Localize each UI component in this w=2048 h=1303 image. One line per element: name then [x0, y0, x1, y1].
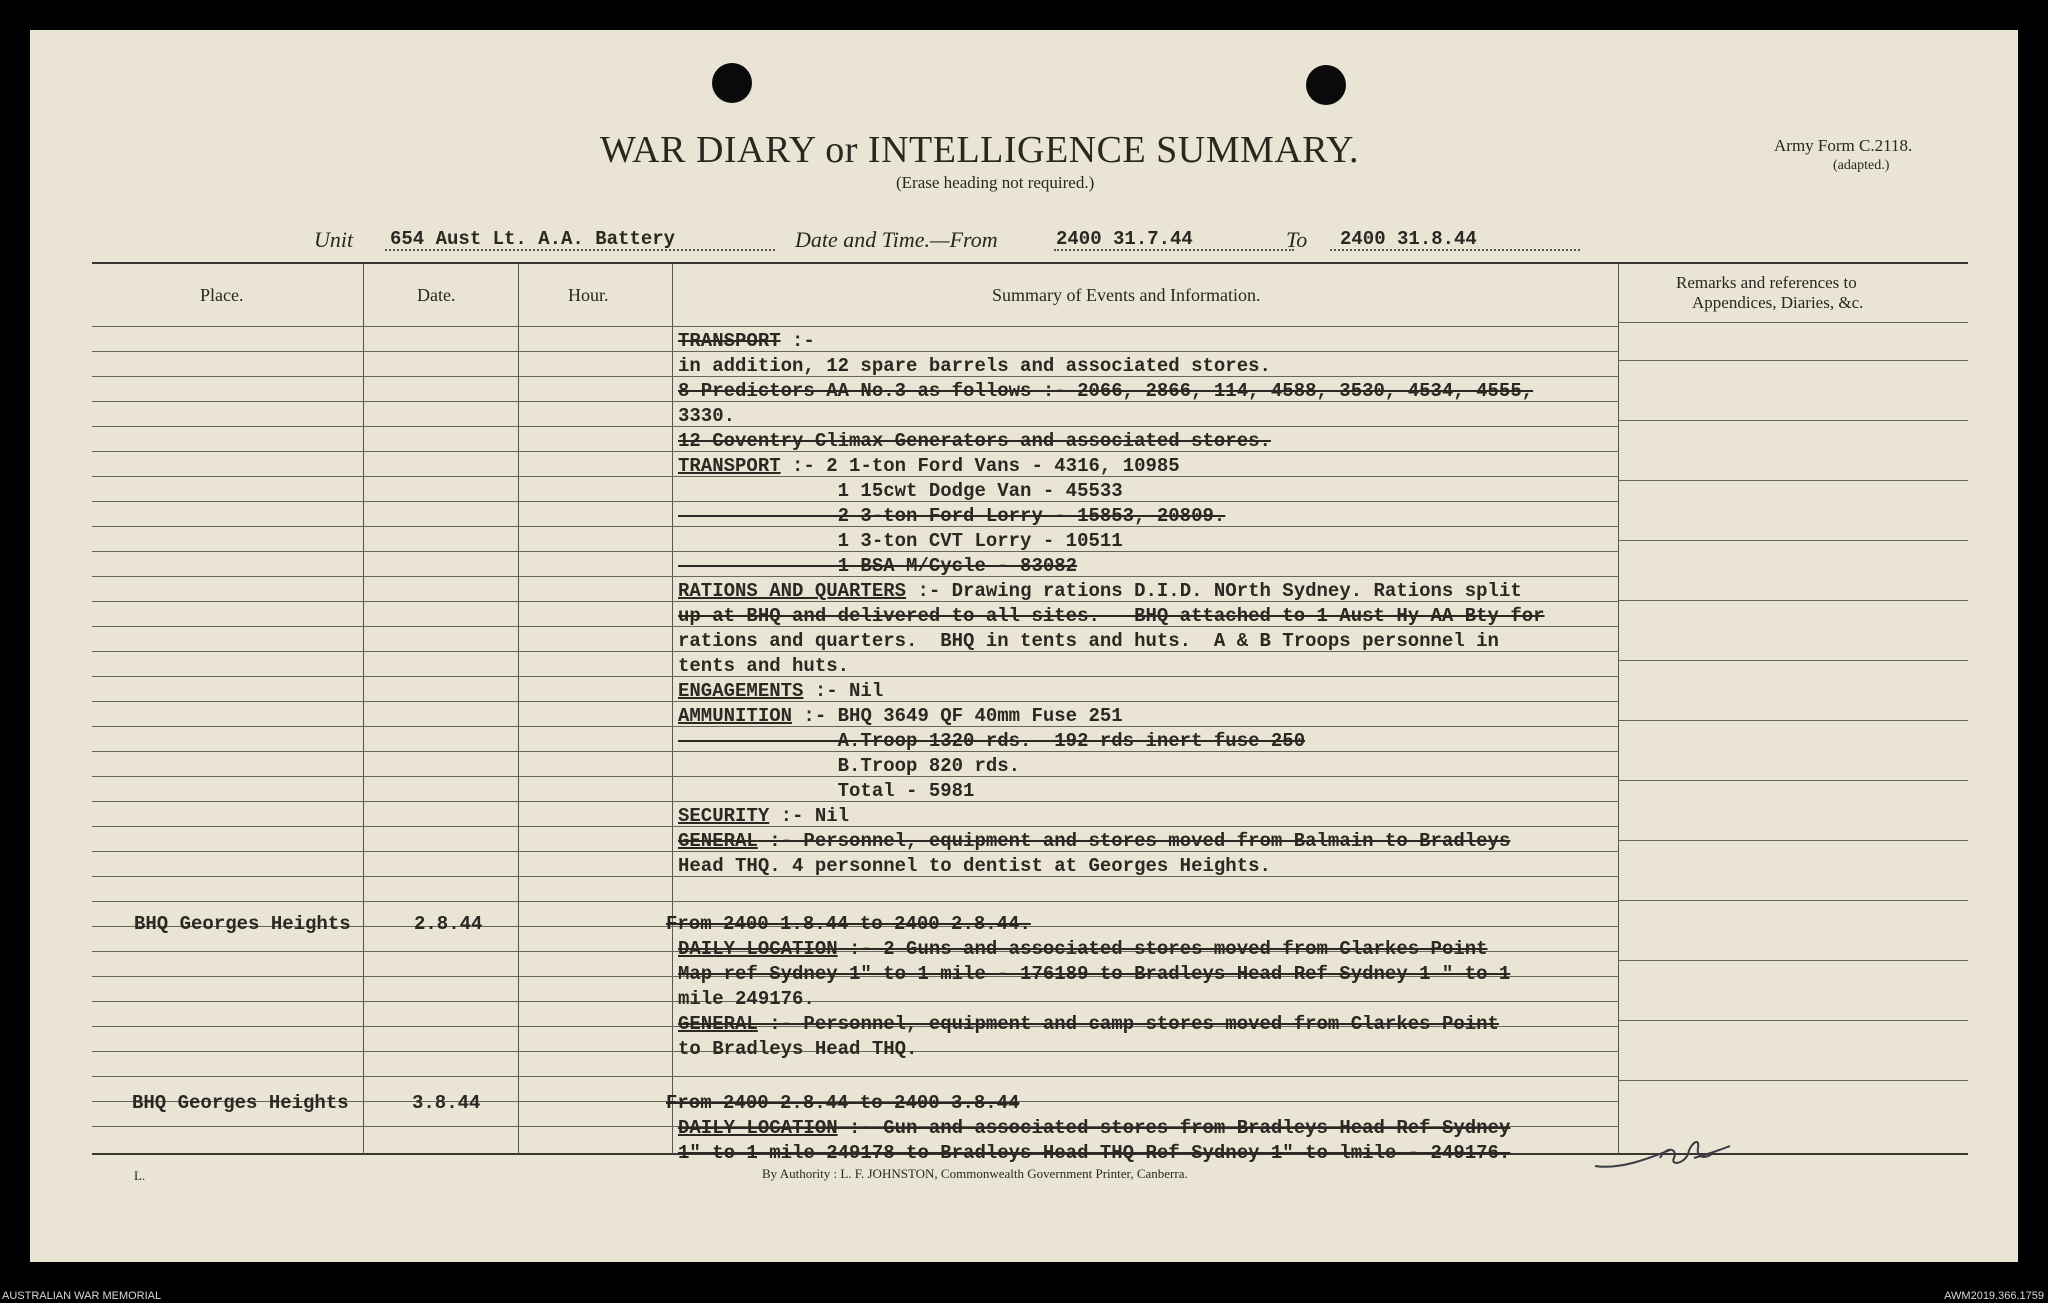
ruled-line: [92, 826, 1618, 827]
summary-label: GENERAL: [678, 830, 758, 852]
summary-line: From 2400 1.8.44 to 2400 2.8.44.: [666, 913, 1031, 935]
ruled-line: [1618, 660, 1968, 661]
entry-place: BHQ Georges Heights: [132, 1092, 349, 1114]
summary-line: DAILY LOCATION :- Gun and associated stores from Bradleys Head Ref Sydney: [678, 1117, 1511, 1139]
entry-date: 2.8.44: [414, 913, 483, 935]
archive-caption-right: AWM2019.366.1759: [1944, 1290, 2044, 1302]
army-form-adapted: (adapted.): [1833, 158, 1890, 173]
ruled-line: [92, 426, 1618, 427]
unit-value: 654 Aust Lt. A.A. Battery: [390, 228, 676, 250]
summary-line: Total - 5981: [678, 780, 975, 802]
summary-label: TRANSPORT: [678, 455, 781, 477]
summary-line: From 2400 2.8.44 to 2400 3.8.44: [666, 1092, 1020, 1114]
summary-line: GENERAL :- Personnel, equipment and camp stores moved from Clarkes Point: [678, 1013, 1499, 1035]
ruled-line: [1618, 600, 1968, 601]
unit-dotted-line: [385, 249, 775, 251]
column-header-remarks-line1: Remarks and references to: [1676, 273, 1857, 292]
from-value: 2400 31.7.44: [1056, 228, 1193, 250]
summary-line: AMMUNITION :- BHQ 3649 QF 40mm Fuse 251: [678, 705, 1123, 727]
summary-label: TRANSPORT: [678, 330, 781, 352]
punch-hole-right: [1306, 65, 1346, 105]
column-header-summary: Summary of Events and Information.: [992, 285, 1261, 305]
summary-line: 1" to 1 mile 249178 to Bradleys Head THQ Ref Sydney 1" to lmile - 249176.: [678, 1142, 1511, 1164]
column-header-hour: Hour.: [568, 285, 609, 305]
summary-line: to Bradleys Head THQ.: [678, 1038, 918, 1060]
summary-label: GENERAL: [678, 1013, 758, 1035]
summary-line: TRANSPORT :- 2 1-ton Ford Vans - 4316, 10985: [678, 455, 1180, 477]
entry-date: 3.8.44: [412, 1092, 481, 1114]
ruled-line: [92, 351, 1618, 352]
ruled-line: [92, 901, 1618, 902]
column-header-date: Date.: [417, 285, 456, 305]
column-divider-date: [518, 264, 519, 1154]
summary-line: TRANSPORT :-: [678, 330, 815, 352]
summary-line: DAILY LOCATION :- 2 Guns and associated stores moved from Clarkes Point: [678, 938, 1488, 960]
army-form-number: Army Form C.2118.: [1774, 136, 1913, 155]
summary-line: GENERAL :- Personnel, equipment and stores moved from Balmain to Bradleys: [678, 830, 1511, 852]
summary-label: RATIONS AND QUARTERS: [678, 580, 907, 602]
date-time-label: Date and Time.—From: [795, 227, 998, 252]
column-header-remarks-line2: Appendices, Diaries, &c.: [1692, 293, 1864, 312]
summary-line: up at BHQ and delivered to all sites. BHQ attached to 1 Aust Hy AA Bty for: [678, 605, 1545, 627]
summary-line: SECURITY :- Nil: [678, 805, 850, 827]
summary-label: AMMUNITION: [678, 705, 793, 727]
summary-label: SECURITY: [678, 805, 770, 827]
summary-line: 3330.: [678, 405, 736, 427]
ruled-line: [92, 676, 1618, 677]
ruled-line: [1618, 360, 1968, 361]
summary-line: A.Troop 1320 rds. 192 rds inert fuse 250: [678, 730, 1306, 752]
summary-line: 1 3-ton CVT Lorry - 10511: [678, 530, 1123, 552]
ruled-line: [1618, 900, 1968, 901]
summary-line: ENGAGEMENTS :- Nil: [678, 680, 884, 702]
summary-line: 12 Coventry Climax Generators and associated stores.: [678, 430, 1271, 452]
to-dotted-line: [1330, 249, 1580, 251]
ruled-line: [1618, 420, 1968, 421]
summary-line: 1 15cwt Dodge Van - 45533: [678, 480, 1123, 502]
form-subtitle: (Erase heading not required.): [896, 173, 1095, 192]
to-label: To: [1286, 227, 1308, 252]
ruled-line: [1618, 480, 1968, 481]
ruled-line: [1618, 720, 1968, 721]
ruled-line: [1618, 1020, 1968, 1021]
initials-signature-icon: [1590, 1128, 1740, 1178]
ruled-line: [92, 326, 1618, 327]
table-top-border: [92, 262, 1968, 264]
column-divider-place: [363, 264, 364, 1154]
summary-line: 8 Predictors AA No.3 as follows :- 2066, 2866, 114, 4588, 3530, 4534, 4555,: [678, 380, 1534, 402]
summary-label: ENGAGEMENTS: [678, 680, 804, 702]
summary-line: RATIONS AND QUARTERS :- Drawing rations D.I.D. NOrth Sydney. Rations split: [678, 580, 1522, 602]
summary-line: B.Troop 820 rds.: [678, 755, 1021, 777]
summary-line: tents and huts.: [678, 655, 850, 677]
summary-line: Head THQ. 4 personnel to dentist at Georges Heights.: [678, 855, 1271, 877]
punch-hole-left: [712, 63, 752, 103]
archive-caption-left: AUSTRALIAN WAR MEMORIAL: [2, 1290, 162, 1302]
summary-label: DAILY LOCATION: [678, 938, 838, 960]
printer-authority: By Authority : L. F. JOHNSTON, Commonwealth Government Printer, Canberra.: [762, 1166, 1188, 1181]
form-title: WAR DIARY or INTELLIGENCE SUMMARY.: [600, 129, 1360, 171]
unit-label: Unit: [314, 227, 354, 252]
ruled-line: [92, 1001, 1618, 1002]
summary-line: mile 249176.: [678, 988, 815, 1010]
summary-line: 1 BSA M/Cycle - 83082: [678, 555, 1078, 577]
summary-label: DAILY LOCATION: [678, 1117, 838, 1139]
column-divider-hour: [672, 264, 673, 1154]
ruled-line: [92, 1076, 1618, 1077]
to-value: 2400 31.8.44: [1340, 228, 1477, 250]
ruled-line: [1618, 780, 1968, 781]
summary-line: in addition, 12 spare barrels and associated stores.: [678, 355, 1271, 377]
summary-line: 2 3-ton Ford Lorry - 15853, 20809.: [678, 505, 1226, 527]
column-header-place: Place.: [200, 285, 244, 305]
ruled-line: [1618, 1080, 1968, 1081]
diary-page: [30, 30, 2018, 1262]
ruled-line: [1618, 322, 1968, 323]
entry-place: BHQ Georges Heights: [134, 913, 351, 935]
summary-line: rations and quarters. BHQ in tents and huts. A & B Troops personnel in: [678, 630, 1499, 652]
ruled-line: [1618, 960, 1968, 961]
form-code: L.: [134, 1168, 146, 1183]
ruled-line: [1618, 840, 1968, 841]
ruled-line: [1618, 540, 1968, 541]
from-dotted-line: [1054, 249, 1294, 251]
summary-line: Map ref Sydney 1" to 1 mile - 176189 to Bradleys Head Ref Sydney 1 " to 1: [678, 963, 1511, 985]
